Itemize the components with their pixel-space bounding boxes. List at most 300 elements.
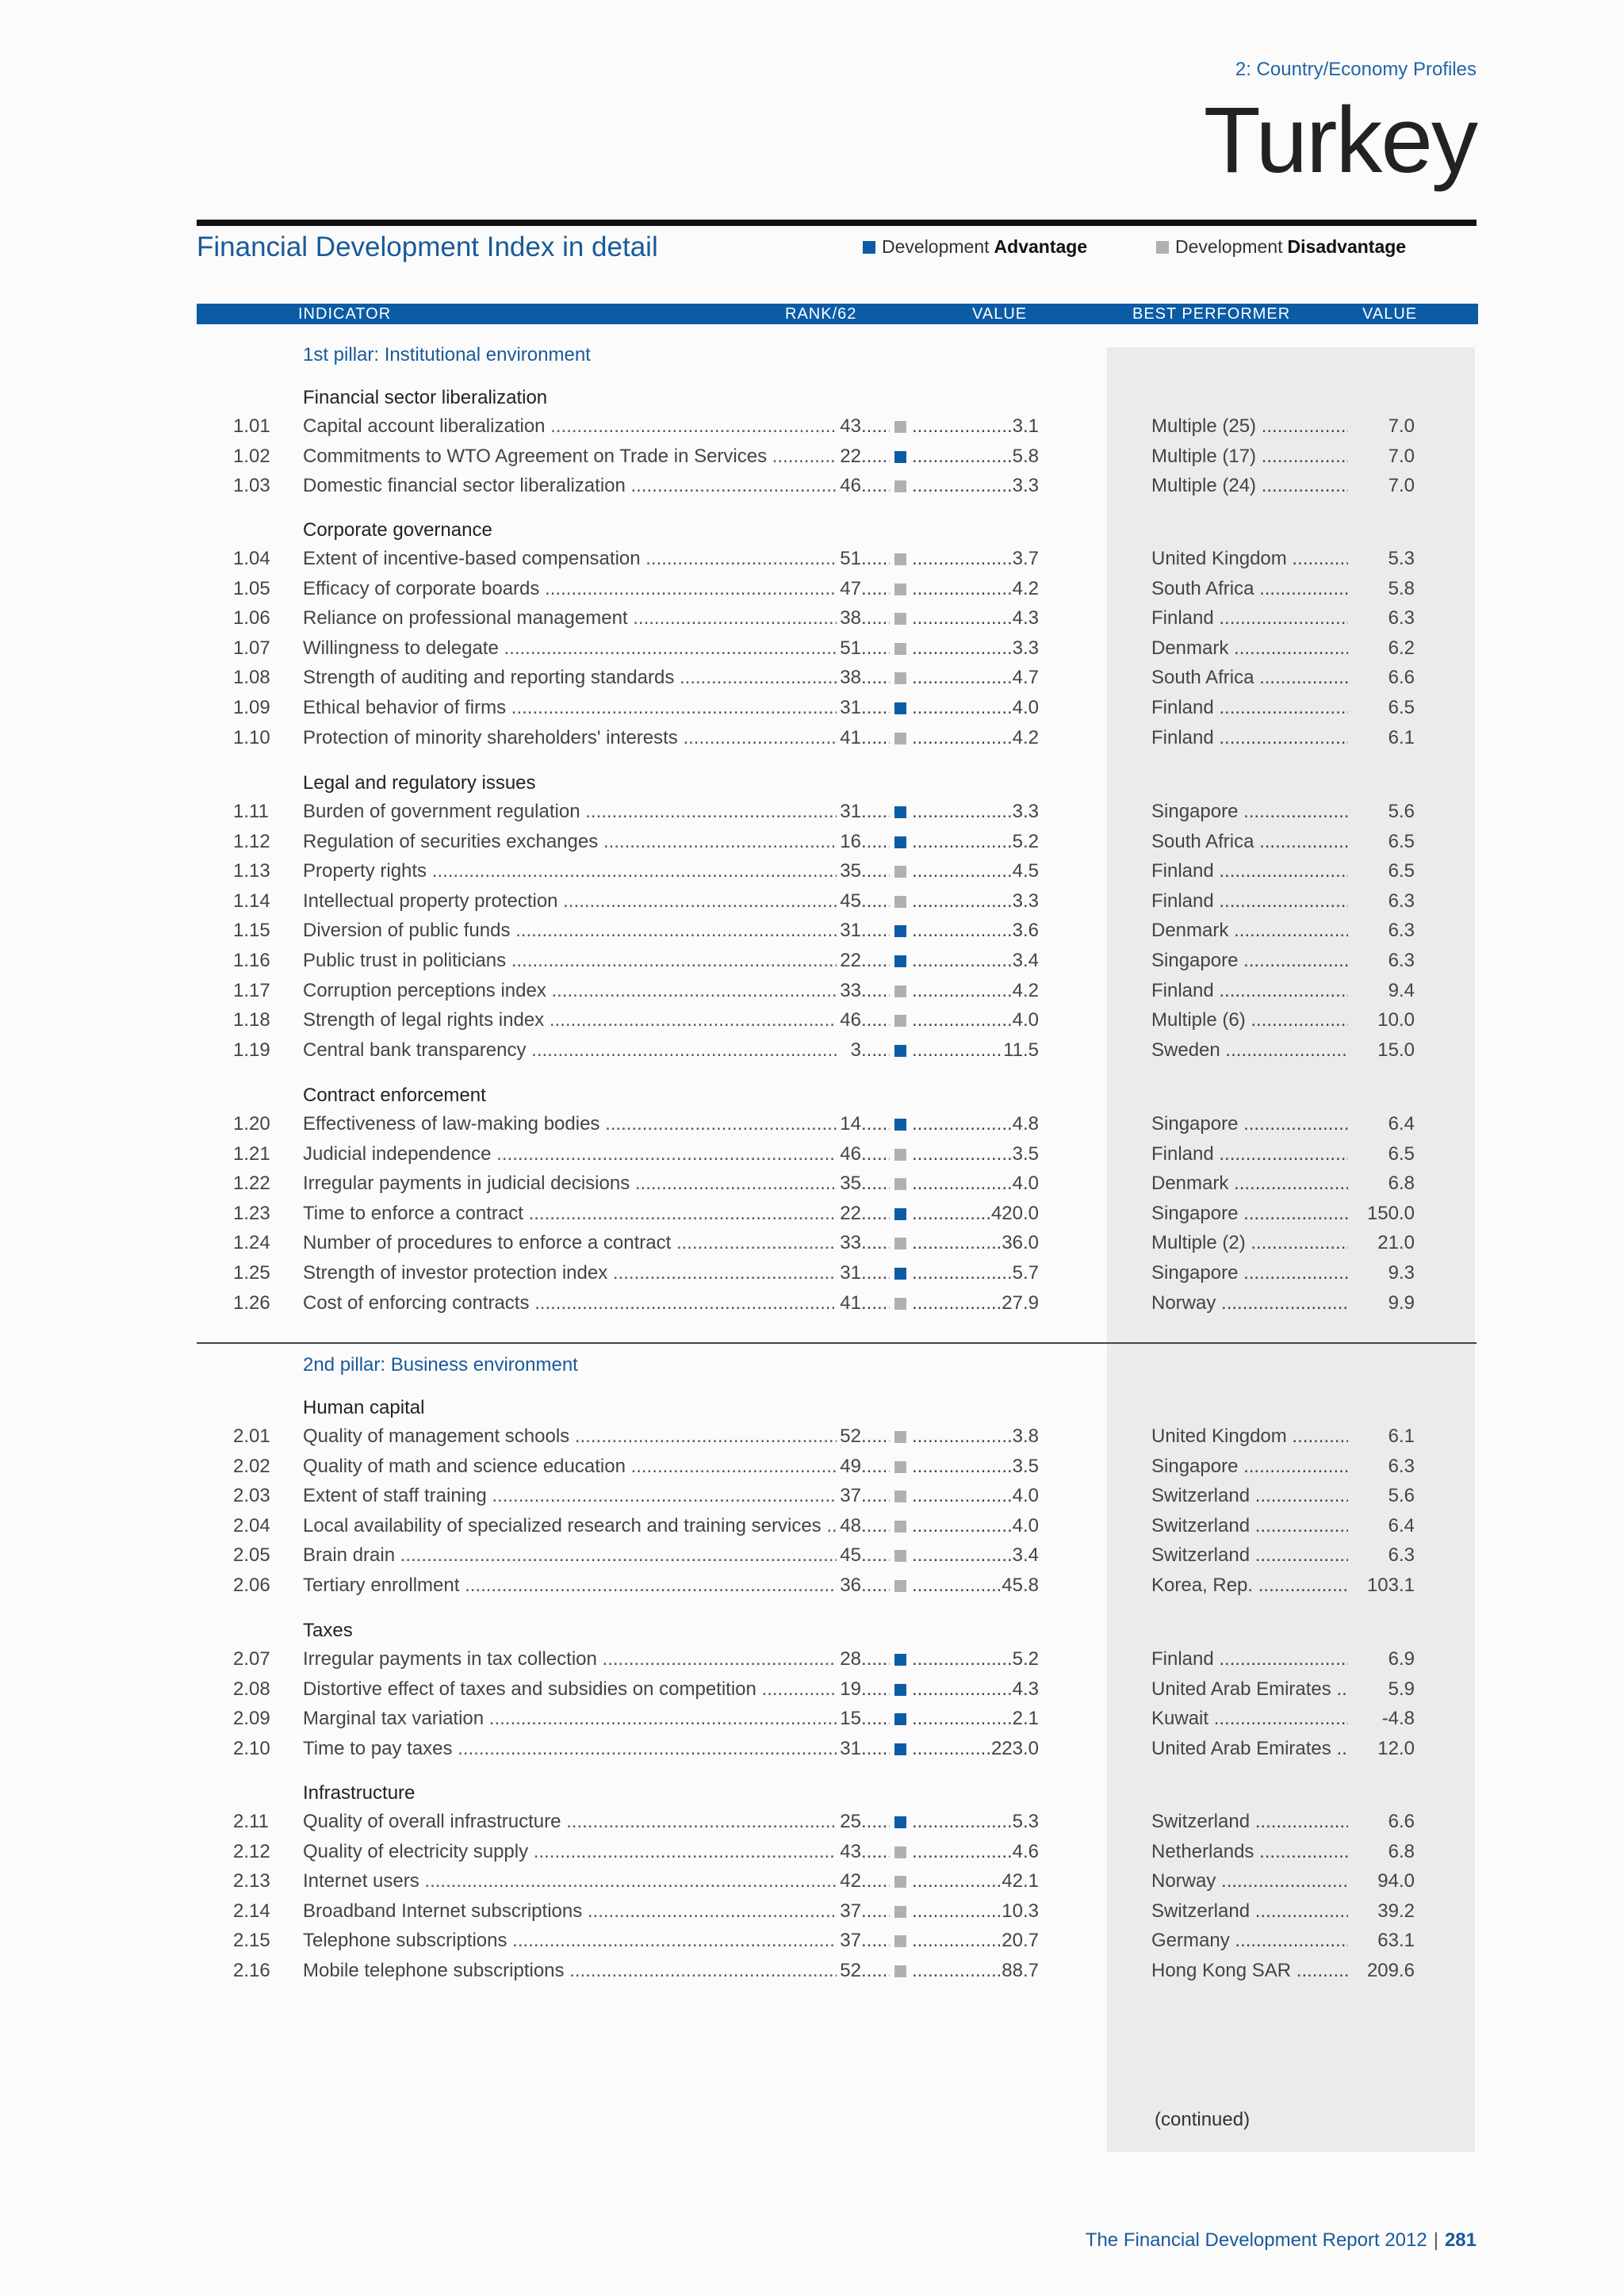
disadvantage-square-icon: [894, 1015, 906, 1027]
disadvantage-square-icon: [894, 1490, 906, 1502]
advantage-square-icon: [894, 1654, 906, 1666]
pillar-divider: [197, 1342, 1477, 1344]
indicator-number: 1.10: [233, 726, 270, 748]
indicator-number: 1.06: [233, 607, 270, 629]
disadvantage-square-icon: [894, 1521, 906, 1533]
indicator-label: Cost of enforcing contracts .....: [303, 1292, 839, 1314]
leader-dots: [861, 667, 890, 689]
indicator-rank: 37: [837, 1930, 861, 1952]
indicator-value-cell: [914, 1515, 1039, 1537]
indicator-value-cell: [914, 475, 1039, 497]
best-value: 150.0: [1348, 1203, 1415, 1225]
advantage-square-icon: [894, 1119, 906, 1131]
group-heading: Taxes: [303, 1620, 353, 1641]
indicator-label: Marginal tax variation .....: [303, 1708, 839, 1730]
leader-dots: [861, 1203, 890, 1225]
best-performer: Finland .....: [1151, 890, 1413, 913]
indicator-number: 2.13: [233, 1870, 270, 1892]
best-value: 6.3: [1348, 607, 1415, 629]
disadvantage-square-icon: [894, 672, 906, 684]
disadvantage-square-icon: [894, 1178, 906, 1190]
leader-dots: [861, 1930, 890, 1952]
index-title: Financial Development Index in detail: [197, 232, 658, 262]
indicator-number: 1.19: [233, 1039, 270, 1061]
leader-dots: [861, 1678, 890, 1701]
indicator-rank: 3: [848, 1039, 861, 1062]
indicator-rank: 31: [837, 1262, 861, 1284]
indicator-label: Commitments to WTO Agreement on Trade in Services .....: [303, 446, 839, 468]
indicator-number: 2.04: [233, 1514, 270, 1536]
leader-dots: [861, 697, 890, 719]
leader-dots: [861, 1485, 890, 1507]
indicator-rank: 51: [837, 548, 861, 570]
indicator-label: Willingness to delegate .....: [303, 637, 839, 660]
legend-advantage: [863, 236, 1087, 258]
indicator-value: 3.5: [1012, 1142, 1039, 1165]
best-performer: Singapore .....: [1151, 1262, 1413, 1284]
indicator-label: Diversion of public funds .....: [303, 920, 839, 942]
indicator-number: 1.07: [233, 637, 270, 659]
indicator-value-cell: [914, 1203, 1039, 1225]
disadvantage-square-icon: [894, 1298, 906, 1310]
leader-dots: [861, 1738, 890, 1760]
group-heading: Human capital: [303, 1397, 425, 1418]
leader-dots: [861, 831, 890, 853]
indicator-label: Quality of electricity supply .....: [303, 1841, 839, 1863]
advantage-square-icon: [894, 1816, 906, 1828]
indicator-label: Local availability of specialized research and training services .....: [303, 1515, 839, 1537]
indicator-value: 45.8: [1002, 1575, 1039, 1596]
best-performer: Multiple (2) .....: [1151, 1232, 1413, 1254]
table-row: [0, 1648, 1624, 1675]
advantage-square-icon: [894, 955, 906, 967]
indicator-number: 2.03: [233, 1485, 270, 1507]
leader-dots: [861, 1900, 890, 1923]
group-heading: Contract enforcement: [303, 1085, 486, 1106]
advantage-square-icon: [894, 1045, 906, 1057]
best-value: 6.4: [1348, 1515, 1415, 1537]
best-performer: United Kingdom .....: [1151, 548, 1413, 570]
best-value: 6.8: [1348, 1841, 1415, 1863]
indicator-value-cell: [914, 1425, 1039, 1448]
table-row: [0, 1544, 1624, 1571]
indicator-value: 5.2: [1012, 830, 1039, 852]
best-performer: United Kingdom .....: [1151, 1425, 1413, 1448]
indicator-value: 4.2: [1012, 726, 1039, 748]
best-performer: Norway .....: [1151, 1870, 1413, 1892]
indicator-rank: 28: [837, 1648, 861, 1670]
indicator-value-cell: [914, 578, 1039, 600]
best-performer: Denmark .....: [1151, 1173, 1413, 1195]
best-performer: Multiple (24) .....: [1151, 475, 1413, 497]
indicator-rank: 38: [837, 667, 861, 689]
indicator-value: 3.7: [1012, 548, 1039, 569]
indicator-rank: 36: [837, 1575, 861, 1597]
indicator-label: Intellectual property protection .....: [303, 890, 839, 913]
indicator-value: 3.3: [1012, 637, 1039, 659]
indicator-label: Property rights .....: [303, 860, 839, 882]
best-value: 6.3: [1348, 1544, 1415, 1567]
leader-dots: [861, 1960, 890, 1982]
best-value: 7.0: [1348, 475, 1415, 497]
disadvantage-square-icon: [894, 1906, 906, 1918]
advantage-square-icon: [894, 806, 906, 818]
indicator-label: Effectiveness of law-making bodies .....: [303, 1113, 839, 1135]
indicator-number: 1.15: [233, 920, 270, 942]
indicator-number: 2.05: [233, 1544, 270, 1567]
best-performer: Switzerland .....: [1151, 1811, 1413, 1833]
indicator-value: 4.7: [1012, 667, 1039, 689]
indicator-rank: 43: [837, 1841, 861, 1863]
leader-dots: [861, 1009, 890, 1031]
best-performer: Finland .....: [1151, 607, 1413, 629]
best-performer: Finland .....: [1151, 697, 1413, 719]
indicator-number: 1.18: [233, 1009, 270, 1031]
indicator-number: 2.16: [233, 1960, 270, 1981]
indicator-value: 42.1: [1002, 1870, 1039, 1892]
advantage-square-icon: [894, 1684, 906, 1696]
indicator-value-cell: [914, 950, 1039, 972]
leader-dots: [861, 1425, 890, 1448]
indicator-label: Quality of overall infrastructure .....: [303, 1811, 839, 1833]
indicator-value-cell: [914, 1900, 1039, 1923]
leader-dots: [861, 1575, 890, 1597]
disadvantage-square-icon: [894, 1876, 906, 1888]
disadvantage-square-icon: [894, 421, 906, 433]
indicator-value-cell: [914, 1113, 1039, 1135]
page-footer: [1086, 2229, 1477, 2252]
leader-dots: [861, 446, 890, 468]
indicator-label: Corruption perceptions index .....: [303, 980, 839, 1002]
table-row: [0, 1173, 1624, 1200]
indicator-label: Ethical behavior of firms .....: [303, 697, 839, 719]
indicator-value: 36.0: [1002, 1232, 1039, 1254]
indicator-rank: 46: [837, 1009, 861, 1031]
best-performer: Hong Kong SAR .....: [1151, 1960, 1413, 1982]
indicator-label: Quality of math and science education .....: [303, 1456, 839, 1478]
best-value: 10.0: [1348, 1009, 1415, 1031]
indicator-rank: 52: [837, 1960, 861, 1982]
pillar-title: 1st pillar: Institutional environment: [303, 344, 591, 365]
best-value: 6.5: [1348, 1143, 1415, 1165]
table-row: [0, 548, 1624, 575]
indicator-value-cell: [914, 1143, 1039, 1165]
table-row: [0, 1870, 1624, 1897]
disadvantage-square-icon: [894, 1461, 906, 1473]
legend-disadvantage-prefix: Development: [1175, 236, 1283, 257]
indicator-label: Internet users .....: [303, 1870, 839, 1892]
advantage-square-icon: [894, 1713, 906, 1725]
indicator-label: Strength of legal rights index .....: [303, 1009, 839, 1031]
indicator-value: 5.3: [1012, 1811, 1039, 1832]
best-value: 5.8: [1348, 578, 1415, 600]
indicator-number: 1.26: [233, 1292, 270, 1314]
table-row: [0, 1232, 1624, 1259]
indicator-rank: 45: [837, 1544, 861, 1567]
indicator-label: Mobile telephone subscriptions .....: [303, 1960, 839, 1982]
indicator-value-cell: [914, 801, 1039, 823]
best-performer: Switzerland .....: [1151, 1515, 1413, 1537]
country-title: Turkey: [1203, 88, 1477, 193]
indicator-rank: 15: [837, 1708, 861, 1730]
leader-dots: [861, 1262, 890, 1284]
disadvantage-square-icon: [894, 1965, 906, 1977]
indicator-rank: 38: [837, 607, 861, 629]
best-performer: Germany .....: [1151, 1930, 1413, 1952]
indicator-label: Efficacy of corporate boards .....: [303, 578, 839, 600]
indicator-value-cell: [914, 1039, 1039, 1062]
best-value: 7.0: [1348, 415, 1415, 438]
table-row: [0, 1515, 1624, 1542]
indicator-label: Strength of auditing and reporting standards .....: [303, 667, 839, 689]
indicator-label: Central bank transparency .....: [303, 1039, 839, 1062]
disadvantage-square-icon: [894, 643, 906, 655]
best-value: 209.6: [1348, 1960, 1415, 1982]
indicator-number: 1.22: [233, 1173, 270, 1195]
table-row: [0, 831, 1624, 858]
indicator-rank: 42: [837, 1870, 861, 1892]
advantage-swatch-icon: [863, 241, 875, 254]
table-row: [0, 1262, 1624, 1289]
indicator-value: 4.3: [1012, 607, 1039, 629]
disadvantage-square-icon: [894, 733, 906, 744]
best-value: 6.4: [1348, 1113, 1415, 1135]
indicator-value: 420.0: [990, 1202, 1039, 1224]
leader-dots: [861, 890, 890, 913]
group-heading: Corporate governance: [303, 519, 492, 541]
indicator-value: 2.1: [1012, 1708, 1039, 1730]
indicator-value-cell: [914, 1811, 1039, 1833]
best-performer: Netherlands .....: [1151, 1841, 1413, 1863]
indicator-value-cell: [914, 1544, 1039, 1567]
indicator-value: 4.2: [1012, 979, 1039, 1001]
group-heading: Infrastructure: [303, 1782, 416, 1804]
report-name: The Financial Development Report 2012: [1085, 2229, 1427, 2251]
indicator-rank: 37: [837, 1900, 861, 1923]
indicator-value: 10.3: [1002, 1900, 1039, 1922]
indicator-rank: 45: [837, 890, 861, 913]
best-performer: Singapore .....: [1151, 801, 1413, 823]
indicator-number: 2.02: [233, 1455, 270, 1477]
indicator-value-cell: [914, 727, 1039, 749]
indicator-value-cell: [914, 1960, 1039, 1982]
best-value: 12.0: [1348, 1738, 1415, 1760]
indicator-value-cell: [914, 860, 1039, 882]
indicator-value-cell: [914, 890, 1039, 913]
legend-advantage-prefix: Development: [882, 236, 990, 257]
group-heading: Financial sector liberalization: [303, 387, 548, 408]
leader-dots: [861, 607, 890, 629]
indicator-number: 2.12: [233, 1840, 270, 1862]
indicator-label: Public trust in politicians .....: [303, 950, 839, 972]
indicator-rank: 35: [837, 1173, 861, 1195]
best-value: 94.0: [1348, 1870, 1415, 1892]
indicator-value-cell: [914, 1930, 1039, 1952]
leader-dots: [861, 637, 890, 660]
indicator-rank: 22: [837, 1203, 861, 1225]
top-rule: [197, 220, 1477, 226]
best-performer: Denmark .....: [1151, 920, 1413, 942]
indicator-rank: 31: [837, 697, 861, 719]
indicator-value: 3.6: [1012, 920, 1039, 942]
indicator-number: 1.02: [233, 445, 270, 467]
table-row: [0, 607, 1624, 634]
indicator-label: Extent of incentive-based compensation .....: [303, 548, 839, 570]
table-row: [0, 1708, 1624, 1735]
indicator-label: Tertiary enrollment .....: [303, 1575, 839, 1597]
indicator-rank: 52: [837, 1425, 861, 1448]
advantage-square-icon: [894, 836, 906, 848]
table-row: [0, 697, 1624, 724]
indicator-value-cell: [914, 920, 1039, 942]
leader-dots: [861, 980, 890, 1002]
disadvantage-square-icon: [894, 1149, 906, 1161]
table-row: [0, 1292, 1624, 1319]
legend-advantage-word: Advantage: [994, 236, 1088, 257]
legend-disadvantage: [1156, 236, 1406, 258]
indicator-number: 1.25: [233, 1262, 270, 1284]
disadvantage-square-icon: [894, 480, 906, 492]
leader-dots: [861, 1515, 890, 1537]
indicator-value: 20.7: [1002, 1930, 1039, 1952]
indicator-number: 1.17: [233, 979, 270, 1001]
indicator-number: 1.14: [233, 890, 270, 912]
best-value: 39.2: [1348, 1900, 1415, 1923]
best-performer: Kuwait .....: [1151, 1708, 1413, 1730]
table-row: [0, 1425, 1624, 1452]
section-label: 2: Country/Economy Profiles: [1235, 59, 1477, 80]
indicator-rank: 22: [837, 446, 861, 468]
indicator-value: 3.5: [1012, 1455, 1039, 1477]
table-row: [0, 1930, 1624, 1957]
best-value: 6.9: [1348, 1648, 1415, 1670]
table-row: [0, 667, 1624, 694]
disadvantage-square-icon: [894, 1550, 906, 1562]
best-value: 5.9: [1348, 1678, 1415, 1701]
indicator-value: 4.0: [1012, 1485, 1039, 1507]
disadvantage-square-icon: [894, 1935, 906, 1947]
indicator-value: 3.3: [1012, 475, 1039, 497]
footer-separator: |: [1433, 2229, 1438, 2251]
indicator-number: 2.01: [233, 1425, 270, 1447]
indicator-number: 2.09: [233, 1708, 270, 1730]
best-performer: United Arab Emirates .....: [1151, 1678, 1413, 1701]
indicator-value-cell: [914, 831, 1039, 853]
indicator-label: Distortive effect of taxes and subsidies on competition .....: [303, 1678, 839, 1701]
table-row: [0, 446, 1624, 473]
best-value: 6.1: [1348, 1425, 1415, 1448]
indicator-rank: 46: [837, 475, 861, 497]
advantage-square-icon: [894, 925, 906, 937]
best-performer: Sweden .....: [1151, 1039, 1413, 1062]
best-value: -4.8: [1348, 1708, 1415, 1730]
indicator-rank: 31: [837, 1738, 861, 1760]
indicator-rank: 31: [837, 801, 861, 823]
indicator-value: 5.2: [1012, 1648, 1039, 1670]
disadvantage-square-icon: [894, 584, 906, 595]
indicator-number: 1.08: [233, 667, 270, 689]
indicator-label: Regulation of securities exchanges .....: [303, 831, 839, 853]
indicator-value-cell: [914, 446, 1039, 468]
best-value: 5.6: [1348, 1485, 1415, 1507]
table-row: [0, 1900, 1624, 1927]
indicator-value-cell: [914, 1708, 1039, 1730]
best-performer: Finland .....: [1151, 980, 1413, 1002]
disadvantage-square-icon: [894, 1580, 906, 1592]
col-value: VALUE: [972, 305, 1028, 323]
indicator-value-cell: [914, 1232, 1039, 1254]
indicator-value-cell: [914, 1009, 1039, 1031]
table-row: [0, 1456, 1624, 1483]
best-performer: Multiple (25) .....: [1151, 415, 1413, 438]
best-performer: Multiple (17) .....: [1151, 446, 1413, 468]
indicator-label: Domestic financial sector liberalization .....: [303, 475, 839, 497]
indicator-value-cell: [914, 1575, 1039, 1597]
table-row: [0, 1143, 1624, 1170]
leader-dots: [861, 1648, 890, 1670]
best-performer: Denmark .....: [1151, 637, 1413, 660]
indicator-rank: 31: [837, 920, 861, 942]
advantage-square-icon: [894, 451, 906, 463]
indicator-label: Extent of staff training .....: [303, 1485, 839, 1507]
table-row: [0, 1678, 1624, 1705]
leader-dots: [861, 1544, 890, 1567]
best-performer: Singapore .....: [1151, 950, 1413, 972]
indicator-value-cell: [914, 1678, 1039, 1701]
indicator-rank: 47: [837, 578, 861, 600]
disadvantage-swatch-icon: [1156, 241, 1169, 254]
indicator-value: 11.5: [1003, 1039, 1039, 1061]
indicator-label: Reliance on professional management .....: [303, 607, 839, 629]
indicator-value: 5.7: [1012, 1262, 1039, 1284]
best-value: 6.8: [1348, 1173, 1415, 1195]
leader-dots: [861, 1113, 890, 1135]
indicator-rank: 37: [837, 1485, 861, 1507]
column-header-bar: [197, 304, 1478, 324]
best-value: 6.3: [1348, 1456, 1415, 1478]
best-performer: Finland .....: [1151, 1648, 1413, 1670]
indicator-rank: 46: [837, 1143, 861, 1165]
best-performer: United Arab Emirates .....: [1151, 1738, 1413, 1760]
leader-dots: [861, 1811, 890, 1833]
best-value: 9.3: [1348, 1262, 1415, 1284]
leader-dots: [861, 1292, 890, 1314]
leader-dots: [861, 1173, 890, 1195]
indicator-number: 1.16: [233, 950, 270, 971]
indicator-value: 5.8: [1012, 445, 1039, 467]
disadvantage-square-icon: [894, 1431, 906, 1443]
leader-dots: [861, 920, 890, 942]
indicator-value: 27.9: [1002, 1292, 1039, 1314]
indicator-value-cell: [914, 1738, 1039, 1760]
indicator-value-cell: [914, 548, 1039, 570]
best-performer: South Africa .....: [1151, 831, 1413, 853]
leader-dots: [861, 950, 890, 972]
table-row: [0, 1039, 1624, 1066]
table-row: [0, 890, 1624, 917]
indicator-label: Time to pay taxes .....: [303, 1738, 839, 1760]
indicator-number: 2.10: [233, 1737, 270, 1759]
best-performer: Switzerland .....: [1151, 1900, 1413, 1923]
leader-dots: [861, 1232, 890, 1254]
indicator-value-cell: [914, 1870, 1039, 1892]
indicator-value: 4.8: [1012, 1113, 1039, 1135]
indicator-value: 3.3: [1012, 890, 1039, 912]
indicator-value-cell: [914, 980, 1039, 1002]
disadvantage-square-icon: [894, 553, 906, 565]
best-performer: Norway .....: [1151, 1292, 1413, 1314]
indicator-value: 4.2: [1012, 577, 1039, 599]
